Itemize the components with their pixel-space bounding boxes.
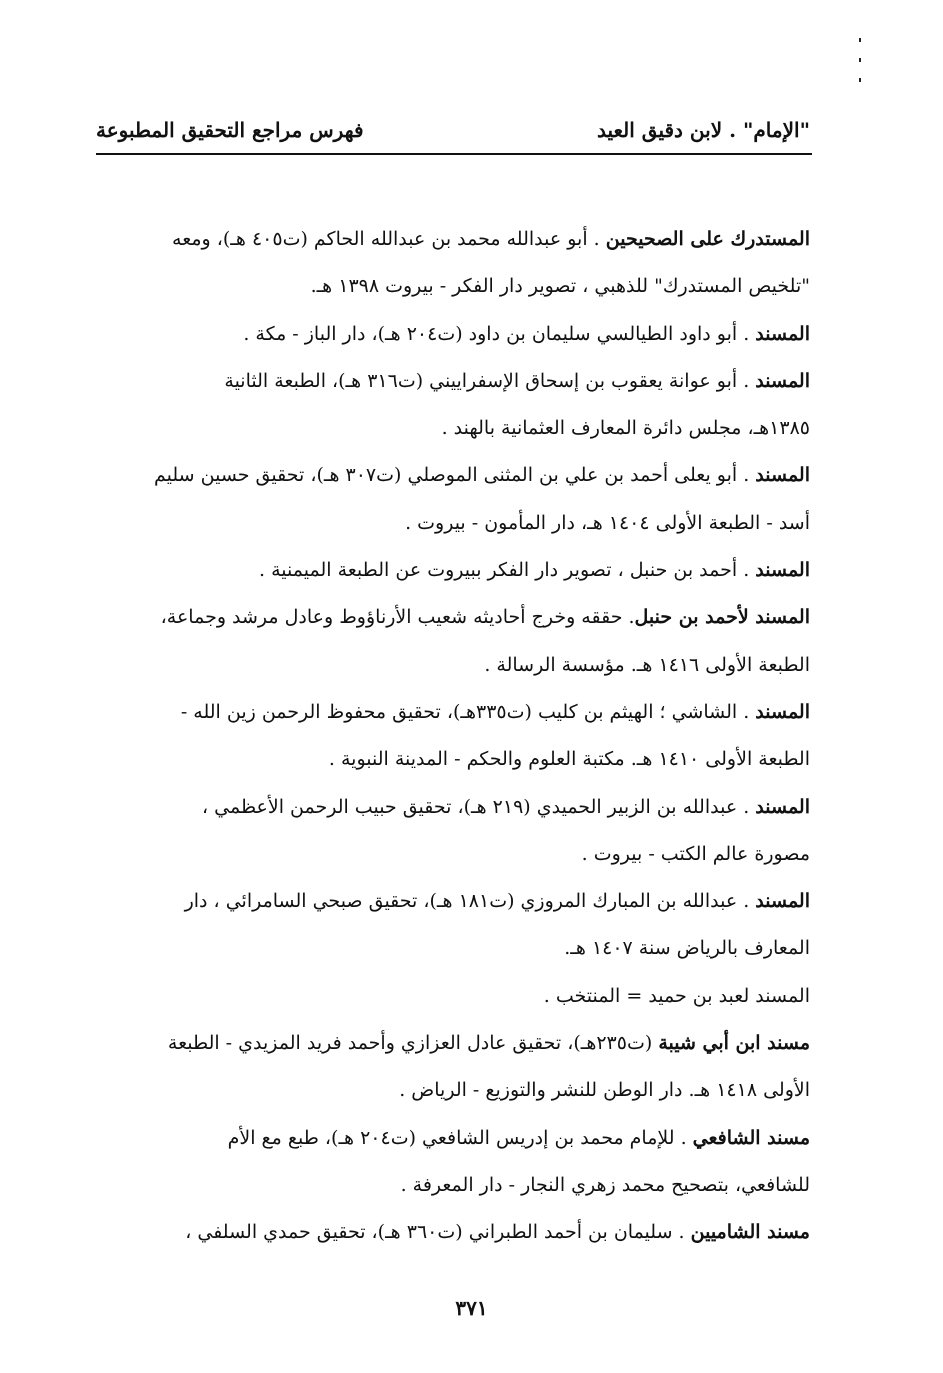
bibliography-entry [96,358,810,453]
bibliography-list [96,216,810,1257]
bibliography-entry [96,878,810,973]
entry-title: المسند [755,369,810,392]
entry-title: مسند الشاميين [690,1221,810,1244]
bibliography-entry [96,1209,810,1256]
entry-text: . أبو عوانة يعقوب بن إسحاق الإسفراييني (ت٣١٦ هـ)، الطبعة الثانية [224,369,756,392]
header-book-title: "الإمام" . لابن دقيق العيد [596,118,810,142]
running-header [96,114,810,156]
margin-mark [859,38,861,42]
entry-title: المسند [755,322,810,345]
bibliography-entry [96,784,810,879]
entry-text: المسند لعبد بن حميد = المنتخب . [543,984,810,1007]
entry-title: المسند [755,700,810,723]
entry-title: المسند [755,559,810,582]
entry-title: المسند [755,464,810,487]
bibliography-entry [96,216,810,311]
entry-text: . عبدالله بن المبارك المروزي (ت١٨١ هـ)، تحقيق صبحي السامرائي ، دار [184,890,756,913]
entry-continuation: أسد - الطبعة الأولى ١٤٠٤ هـ، دار المأمون - بيروت . [405,511,810,534]
bibliography-entry [96,1020,810,1115]
entry-text: (ت٢٣٥هـ)، تحقيق عادل العزازي وأحمد فريد المزيدي - الطبعة [167,1032,659,1055]
entry-title: المسند [755,890,810,913]
entry-text: . أحمد بن حنبل ، تصوير دار الفكر ببيروت عن الطبعة الميمنية . [259,559,756,582]
entry-text: . أبو داود الطيالسي سليمان بن داود (ت٢٠٤ هـ)، دار الباز - مكة . [243,322,756,345]
entry-title: مسند الشافعي [692,1126,810,1149]
bibliography-entry [96,547,810,594]
entry-text: . أبو عبدالله محمد بن عبدالله الحاكم (ت٤٠٥ هـ)، ومعه [172,228,606,250]
entry-text: . الشاشي ؛ الهيثم بن كليب (ت٣٣٥هـ)، تحقيق محفوظ الرحمن زين الله - [180,700,756,723]
entry-title: المستدرك على الصحيحين [605,228,810,250]
entry-text: . عبدالله بن الزبير الحميدي (٢١٩ هـ)، تحقيق حبيب الرحمن الأعظمي ، [201,795,756,818]
entry-text: . حققه وخرج أحاديثه شعيب الأرناؤوط وعادل مرشد وجماعة، [160,606,635,629]
entry-continuation: الطبعة الأولى ١٤١٠ هـ. مكتبة العلوم والحكم - المدينة النبوية . [328,748,810,771]
bibliography-entry [96,689,810,784]
margin-mark [859,58,861,62]
header-rule [96,153,812,155]
entry-title: المسند لأحمد بن حنبل [634,606,810,629]
entry-title: مسند ابن أبي شيبة [658,1032,810,1055]
bibliography-entry [96,1115,810,1210]
entry-continuation: الأولى ١٤١٨ هـ. دار الوطن للنشر والتوزيع - الرياض . [399,1079,810,1102]
entry-continuation: مصورة عالم الكتب - بيروت . [581,842,810,865]
entry-title: المسند [755,795,810,818]
bibliography-entry [96,973,810,1020]
header-section-title: فهرس مراجع التحقيق المطبوعة [96,118,364,142]
entry-text: . سليمان بن أحمد الطبراني (ت٣٦٠ هـ)، تحقيق حمدي السلفي ، [185,1221,691,1244]
entry-continuation: للشافعي، بتصحيح محمد زهري النجار - دار المعرفة . [400,1173,810,1196]
entry-text: . أبو يعلى أحمد بن علي بن المثنى الموصلي (ت٣٠٧ هـ)، تحقيق حسين سليم [154,464,756,487]
bibliography-entry [96,594,810,689]
bibliography-entry [96,311,810,358]
bibliography-entry [96,452,810,547]
entry-continuation: الطبعة الأولى ١٤١٦ هـ. مؤسسة الرسالة . [484,653,810,676]
page-number: ٣٧١ [455,1296,488,1320]
entry-continuation: ١٣٨٥هـ، مجلس دائرة المعارف العثمانية بالهند . [441,417,810,440]
entry-text: . للإمام محمد بن إدريس الشافعي (ت٢٠٤ هـ)، طبع مع الأم [227,1126,693,1149]
entry-continuation: "تلخيص المستدرك" للذهبي ، تصوير دار الفكر - بيروت ١٣٩٨ هـ. [310,275,810,298]
entry-continuation: المعارف بالرياض سنة ١٤٠٧ هـ. [564,937,810,960]
margin-mark [859,78,861,82]
